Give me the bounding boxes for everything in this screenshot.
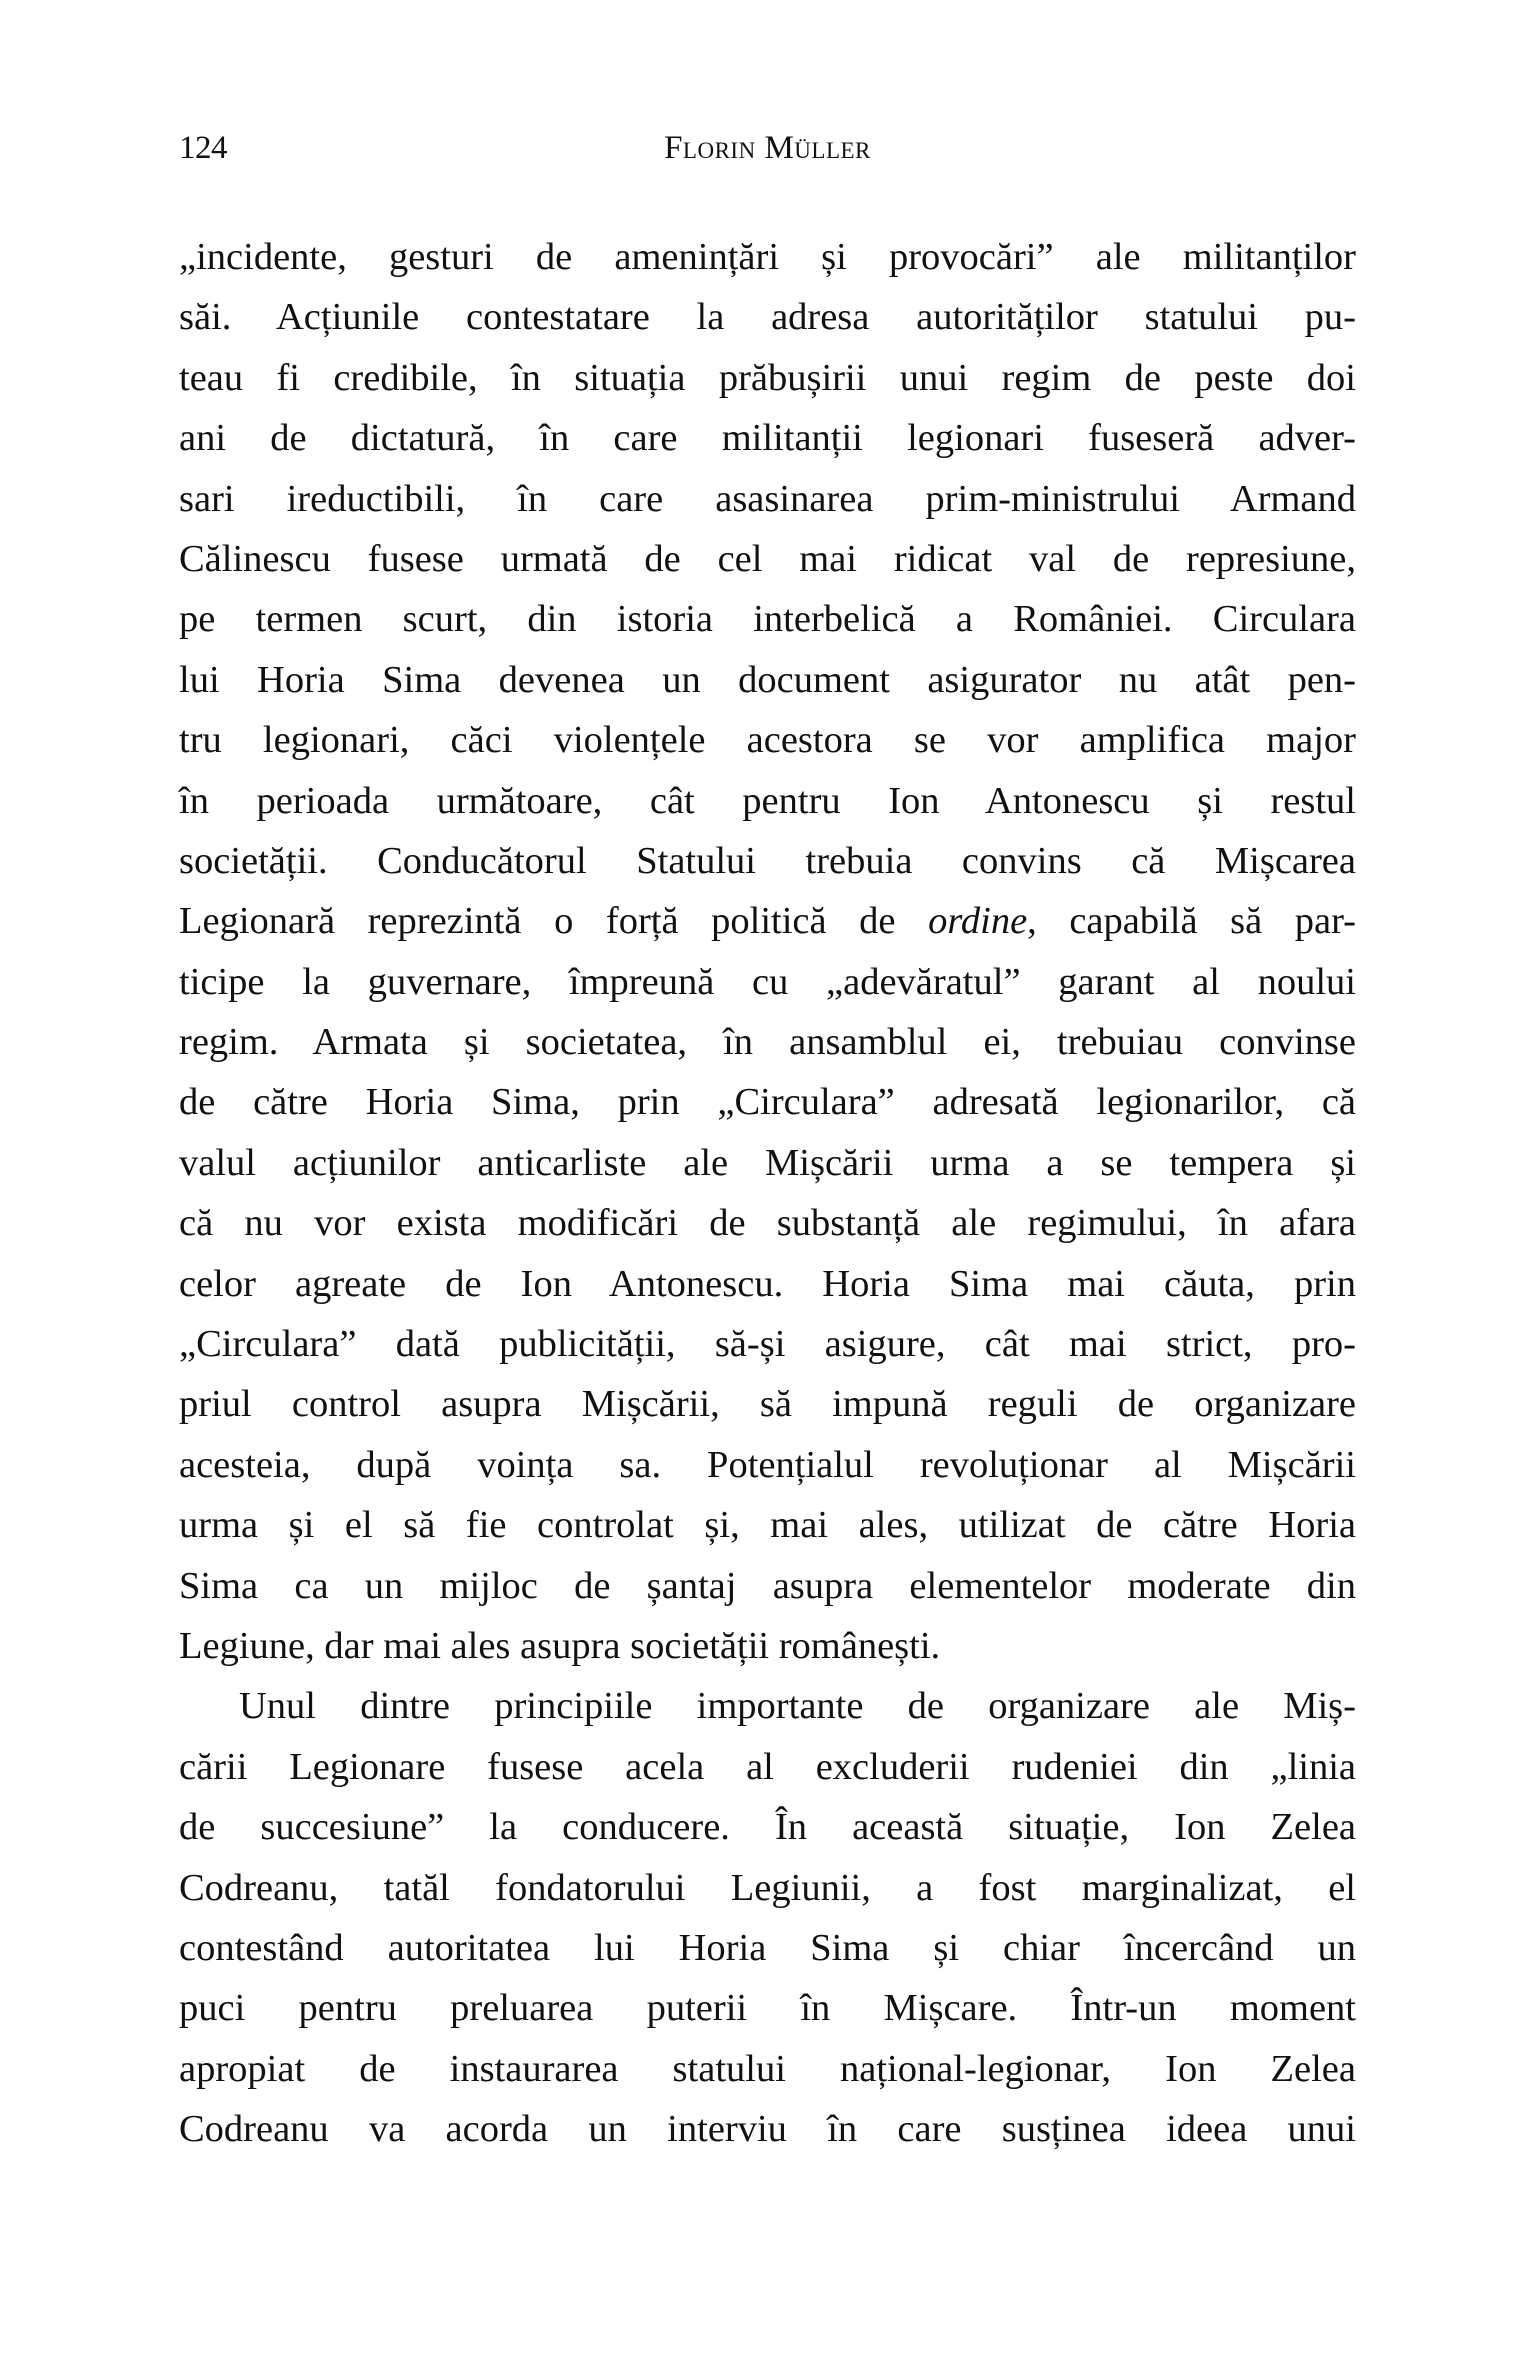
text-line: teau fi credibile, în situația prăbușirii unui regim de peste doi [179, 356, 1356, 399]
text-line-with-emphasis [179, 891, 1356, 951]
emphasis-ordine: ordine [928, 900, 1028, 943]
text-line: priul control asupra Mișcării, să impună reguli de organizare [179, 1383, 1356, 1426]
text-line: Unul dintre principiile importante de organizare ale Miș- [239, 1685, 1356, 1728]
text-line: urma și el să fie controlat și, mai ales, utilizat de către Horia [179, 1504, 1356, 1547]
text-line: Legiune, dar mai ales asupra societății românești. [179, 1624, 941, 1667]
text-line: cării Legionare fusese acela al excluderii rudeniei din „linia [179, 1745, 1356, 1788]
text-line: lui Horia Sima devenea un document asigurator nu atât pen- [179, 658, 1356, 701]
text-line: celor agreate de Ion Antonescu. Horia Sima mai căuta, prin [179, 1262, 1356, 1305]
text-line: Codreanu va acorda un interviu în care susținea ideea unui [179, 2108, 1356, 2151]
running-head-author: Florin Müller [664, 130, 871, 166]
text-line: „Circulara” dată publicității, să-și asigure, cât mai strict, pro- [179, 1323, 1356, 1366]
paragraph-2 [179, 1676, 1356, 2159]
text-line: „incidente, gesturi de amenințări și provocări” ale militanților [179, 236, 1356, 278]
text-line: Sima ca un mijloc de șantaj asupra elementelor moderate din [179, 1564, 1356, 1607]
text-line: săi. Acțiunile contestatare la adresa autorităților statului pu- [179, 296, 1356, 339]
text-line: ani de dictatură, în care militanții legionari fuseseră adver- [179, 417, 1356, 460]
text-line: societății. Conducătorul Statului trebuia convins că Mișcarea [179, 839, 1356, 882]
text-line: pe termen scurt, din istoria interbelică a României. Circulara [179, 598, 1356, 641]
text-line: ticipe la guvernare, împreună cu „adevăratul” garant al noului [179, 960, 1356, 1003]
text-line: sari ireductibili, în care asasinarea prim-ministrului Armand [179, 477, 1356, 520]
text-line: contestând autoritatea lui Horia Sima și chiar încercând un [179, 1926, 1356, 1969]
text-line: acesteia, după voința sa. Potențialul revoluționar al Mișcării [179, 1443, 1356, 1486]
text-line: puci pentru preluarea puterii în Mișcare. Într-un moment [179, 1987, 1356, 2030]
text-line: Călinescu fusese urmată de cel mai ridicat val de represiune, [179, 537, 1356, 580]
text-line: Codreanu, tatăl fondatorului Legiunii, a fost marginalizat, el [179, 1866, 1356, 1909]
text-line: în perioada următoare, cât pentru Ion Antonescu și restul [179, 779, 1356, 822]
text-line: că nu vor exista modificări de substanță ale regimului, în afara [179, 1202, 1356, 1245]
paragraph-1 [179, 227, 1356, 1676]
text-line: de către Horia Sima, prin „Circulara” adresată legionarilor, că [179, 1081, 1356, 1124]
text-line: de succesiune” la conducere. În această situație, Ion Zelea [179, 1806, 1356, 1849]
text-line: tru legionari, căci violențele acestora se vor amplifica major [179, 719, 1356, 762]
line-text: Legionară reprezintă o forță politică de [179, 900, 929, 943]
running-head [179, 126, 1356, 170]
text-line: valul acțiunilor anticarliste ale Mișcării urma a se tempera și [179, 1141, 1356, 1184]
text-line: apropiat de instaurarea statului național-legionar, Ion Zelea [179, 2047, 1356, 2090]
line-text: , capabilă să par- [1027, 900, 1356, 943]
body-text [179, 227, 1356, 2160]
page-number: 124 [179, 130, 227, 166]
text-line: regim. Armata și societatea, în ansamblul ei, trebuiau convinse [179, 1021, 1356, 1064]
